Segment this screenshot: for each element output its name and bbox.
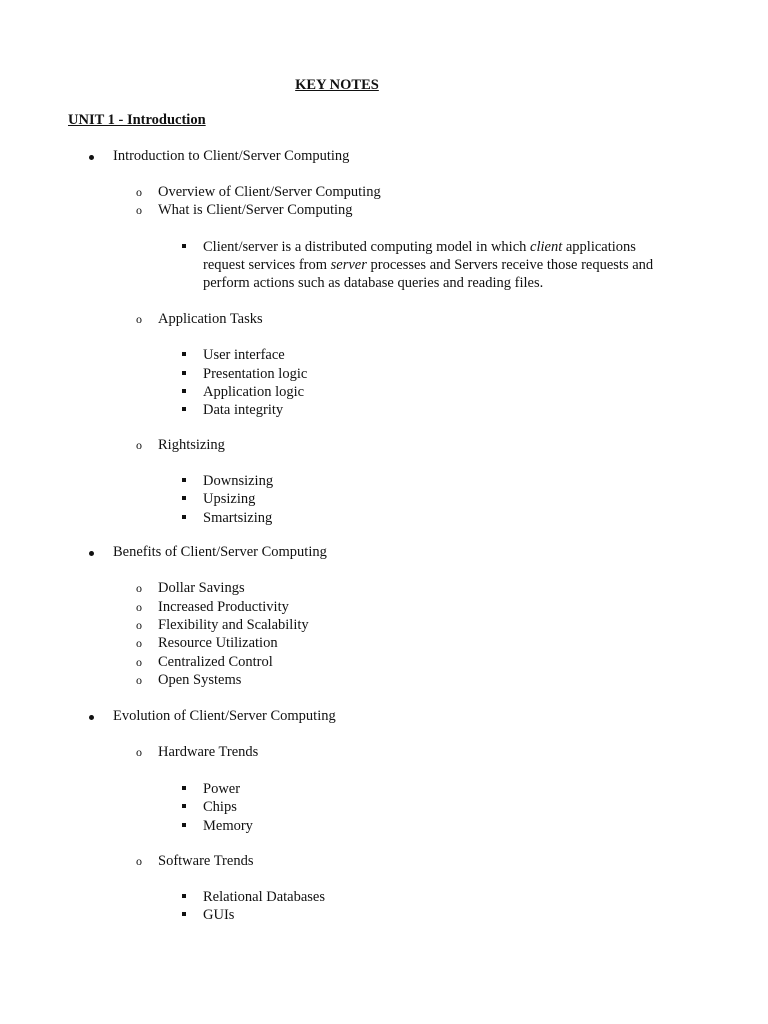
bullet-square-icon xyxy=(182,894,186,898)
bullet-circle-icon: o xyxy=(136,203,142,217)
bullet-square-icon xyxy=(182,244,186,248)
list-item: Downsizing xyxy=(203,473,274,489)
bullet-square-icon xyxy=(182,407,186,411)
bullet-square-icon xyxy=(182,478,186,482)
list-item: Hardware Trends xyxy=(158,744,259,760)
bullet-square-icon xyxy=(182,786,186,790)
list-item: User interface xyxy=(203,347,285,363)
list-item: Application logic xyxy=(203,384,305,400)
definition-paragraph: Client/server is a distributed computing model in which client applications request services from server processes and Servers receive those requests and perform actions such as database queries and reading files. xyxy=(203,239,654,291)
bullet-circle-icon: o xyxy=(136,600,142,614)
bullet-dot-icon xyxy=(89,715,94,720)
bullet-circle-icon: o xyxy=(136,673,142,687)
bullet-square-icon xyxy=(182,496,186,500)
list-item: What is Client/Server Computing xyxy=(158,202,353,218)
bullet-circle-icon: o xyxy=(136,618,142,632)
bullet-circle-icon: o xyxy=(136,185,142,199)
bullet-circle-icon: o xyxy=(136,312,142,326)
bullet-square-icon xyxy=(182,389,186,393)
bullet-circle-icon: o xyxy=(136,438,142,452)
page-title: KEY NOTES xyxy=(295,77,379,93)
list-item: Application Tasks xyxy=(158,311,263,327)
bullet-square-icon xyxy=(182,823,186,827)
bullet-circle-icon: o xyxy=(136,581,142,595)
list-item: Rightsizing xyxy=(158,437,225,453)
list-item: Flexibility and Scalability xyxy=(158,617,309,633)
list-item: Power xyxy=(203,781,241,797)
bullet-circle-icon: o xyxy=(136,636,142,650)
section-introduction: Introduction to Client/Server Computing xyxy=(113,148,350,164)
list-item: Open Systems xyxy=(158,672,242,688)
bullet-square-icon xyxy=(182,352,186,356)
bullet-square-icon xyxy=(182,912,186,916)
bullet-circle-icon: o xyxy=(136,745,142,759)
list-item: Dollar Savings xyxy=(158,580,245,596)
list-item: Data integrity xyxy=(203,402,284,418)
list-item: Increased Productivity xyxy=(158,599,289,615)
bullet-circle-icon: o xyxy=(136,655,142,669)
list-item: Resource Utilization xyxy=(158,635,278,651)
list-item: Relational Databases xyxy=(203,889,325,905)
list-item: Memory xyxy=(203,818,253,834)
bullet-dot-icon xyxy=(89,551,94,556)
list-item: Presentation logic xyxy=(203,366,308,382)
list-item: Overview of Client/Server Computing xyxy=(158,184,381,200)
section-benefits: Benefits of Client/Server Computing xyxy=(113,544,327,560)
bullet-circle-icon: o xyxy=(136,854,142,868)
bullet-dot-icon xyxy=(89,155,94,160)
bullet-square-icon xyxy=(182,804,186,808)
list-item: Upsizing xyxy=(203,491,256,507)
bullet-square-icon xyxy=(182,515,186,519)
list-item: Centralized Control xyxy=(158,654,273,670)
list-item: GUIs xyxy=(203,907,235,923)
bullet-square-icon xyxy=(182,371,186,375)
list-item: Smartsizing xyxy=(203,510,273,526)
section-evolution: Evolution of Client/Server Computing xyxy=(113,708,336,724)
list-item: Software Trends xyxy=(158,853,254,869)
unit-heading: UNIT 1 - Introduction xyxy=(68,112,206,128)
list-item: Chips xyxy=(203,799,237,815)
